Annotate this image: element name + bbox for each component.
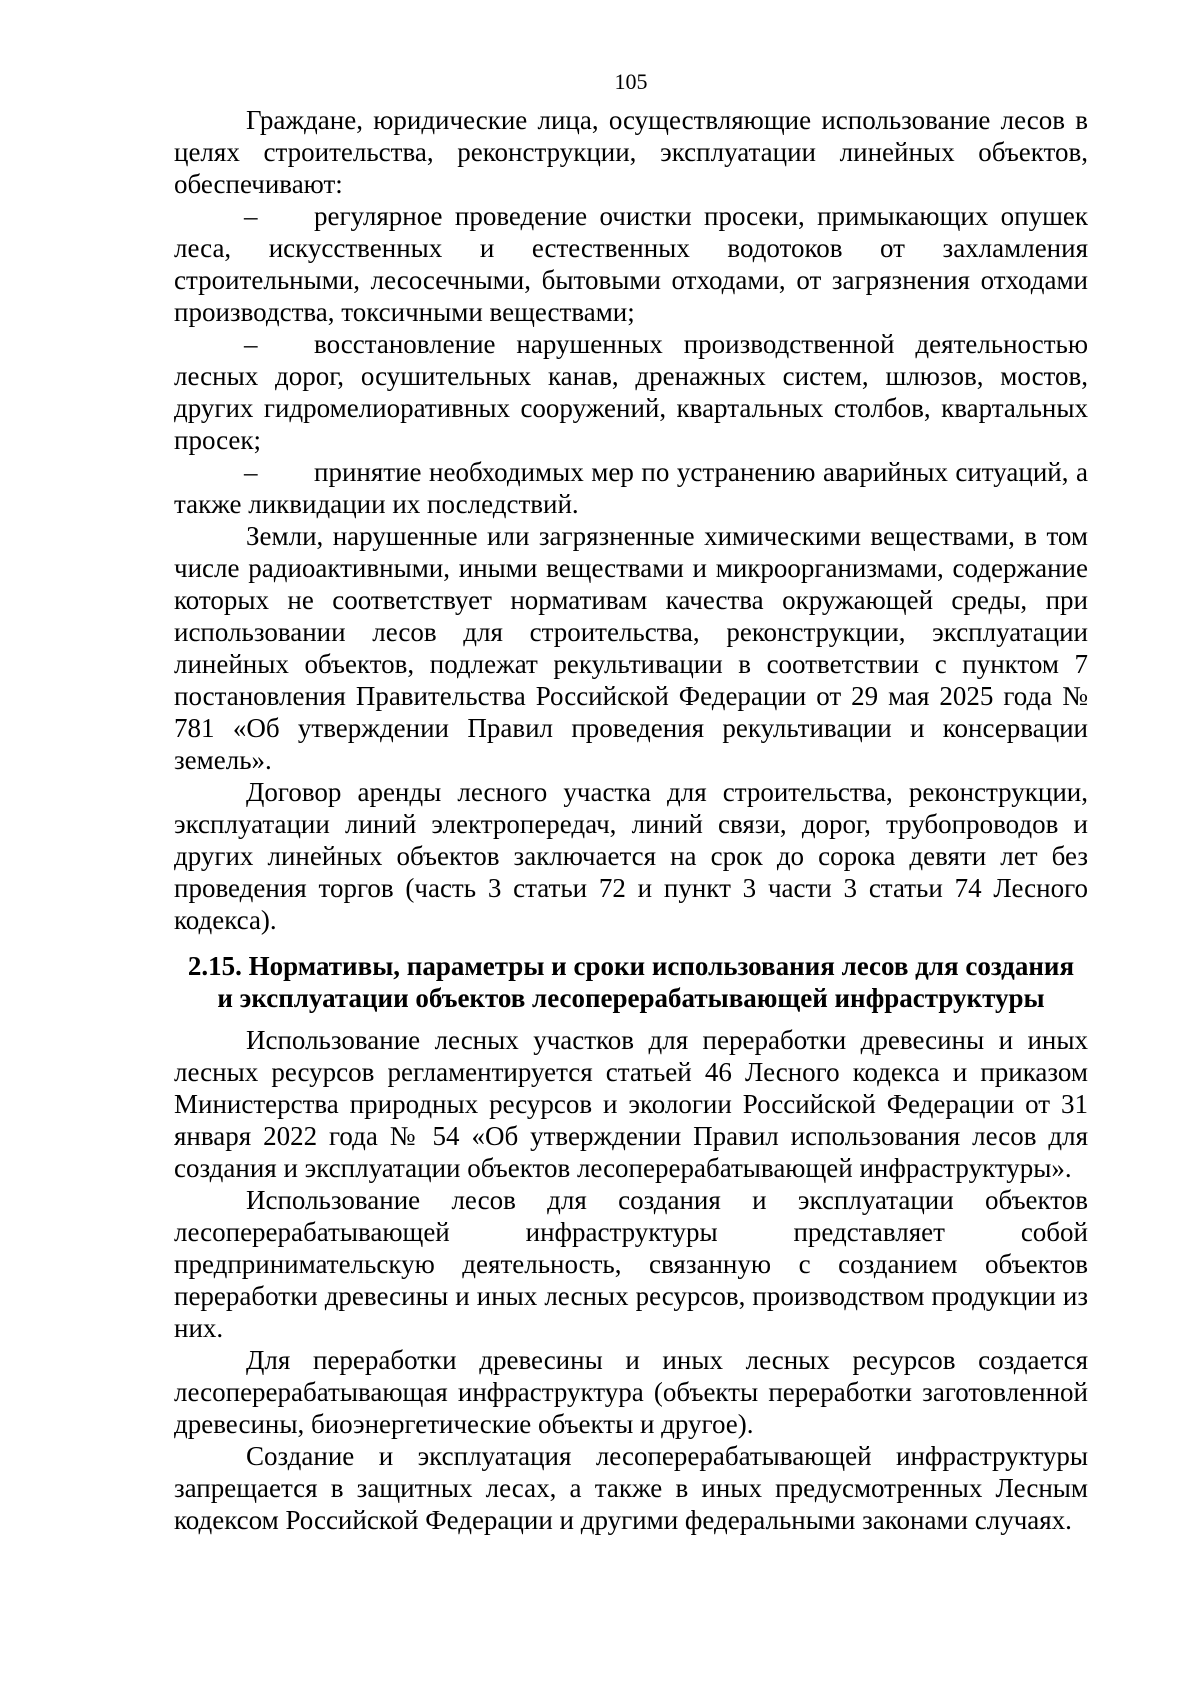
paragraph-entrepreneurship: Использование лесов для создания и эксплуатации объектов лесоперерабатывающей инфраструктуры представляет собой предпринимательскую деятельность, связанную с созданием объектов переработки древесины и иных лесных ресурсов, производством продукции из них. [174,1185,1088,1343]
bullet-item-restoration [174,328,1088,456]
paragraph-regulation: Использование лесных участков для переработки древесины и иных лесных ресурсов регламентируется статьей 46 Лесного кодекса и приказом Министерства природных ресурсов и экологии Российской Федерации от 31 января 2022 года № 54 «Об утверждении Правил использования лесов для создания и эксплуатации объектов лесоперерабатывающей инфраструктуры». [174,1025,1088,1183]
paragraph-infrastructure: Для переработки древесины и иных лесных ресурсов создается лесоперерабатывающая инфраструктура (объекты переработки заготовленной древесины, биоэнергетические объекты и другое). [174,1345,1088,1439]
paragraph-recultivation: Земли, нарушенные или загрязненные химическими веществами, в том числе радиоактивными, иными веществами и микроорганизмами, содержание которых не соответствует нормативам качества окружающей среды, при использовании лесов для строительства, реконструкции, эксплуатации линейных объектов, подлежат рекультивации в соответствии с пунктом 7 постановления Правительства Российской Федерации от 29 мая 2025 года № 781 «Об утверждении Правил проведения рекультивации и консервации земель». [174,521,1088,775]
section-heading-line-1: 2.15. Нормативы, параметры и сроки использования лесов для создания [187,951,1075,981]
section-heading [174,950,1088,1014]
bullet-text: принятие необходимых мер по устранению аварийных ситуаций, а также ликвидации их последствий. [174,457,1088,519]
bullet-text: регулярное проведение очистки просеки, примыкающих опушек леса, искусственных и естественных водотоков от захламления строительными, лесосечными, бытовыми отходами, от загрязнения отходами производства, токсичными веществами; [174,201,1088,327]
bullet-dash: – [244,457,258,487]
paragraph-prohibition: Создание и эксплуатация лесоперерабатывающей инфраструктуры запрещается в защитных лесах, а также в иных предусмотренных Лесным кодексом Российской Федерации и другими федеральными законами случаях. [174,1441,1088,1535]
bullet-dash: – [244,329,258,359]
bullet-text: восстановление нарушенных производственной деятельностью лесных дорог, осушительных канав, дренажных систем, шлюзов, мостов, других гидромелиоративных сооружений, квартальных столбов, квартальных просек; [174,329,1088,455]
bullet-item-cleaning [174,200,1088,328]
page-number: 105 [614,69,648,94]
bullet-dash: – [244,201,258,231]
paragraph-lease-agreement: Договор аренды лесного участка для строительства, реконструкции, эксплуатации линий электропередач, линий связи, дорог, трубопроводов и других линейных объектов заключается на срок до сорока девяти лет без проведения торгов (часть 3 статьи 72 и пункт 3 части 3 статьи 74 Лесного кодекса). [174,777,1088,935]
paragraph-obligations-intro: Граждане, юридические лица, осуществляющие использование лесов в целях строительства, реконструкции, эксплуатации линейных объектов, обеспечивают: [174,105,1088,199]
bullet-item-emergency [174,456,1088,520]
section-heading-line-2: и эксплуатации объектов лесоперерабатывающей инфраструктуры [217,983,1045,1013]
